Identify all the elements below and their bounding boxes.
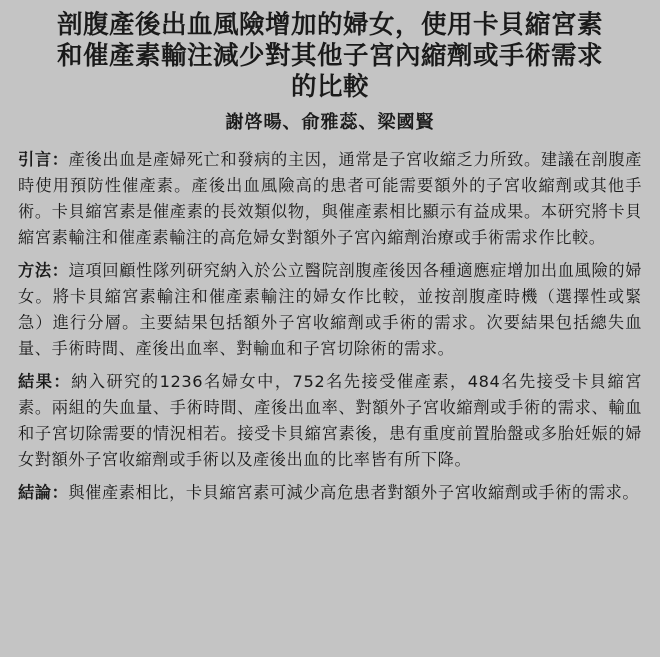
section-conclusion — [18, 480, 642, 506]
article-title — [18, 10, 642, 103]
section-text-methods: 這項回顧性隊列研究納入於公立醫院剖腹產後因各種適應症增加出血風險的婦女。將卡貝縮宮素輸注和催產素輸注的婦女作比較，並按剖腹產時機（選擇性或緊急）進行分層。主要結果包括額外子宮收縮劑或手術的需求。次要結果包括總失血量、手術時間、產後出血率、對輸血和子宮切除術的需求。 — [18, 261, 642, 358]
section-text-conclusion: 與催產素相比，卡貝縮宮素可減少高危患者對額外子宮收縮劑或手術的需求。 — [68, 483, 640, 502]
section-introduction — [18, 147, 642, 251]
section-label-results: 結果： — [18, 372, 72, 391]
title-line-3: 的比較 — [290, 72, 369, 102]
section-label-methods: 方法： — [18, 261, 69, 280]
title-line-1: 剖腹產後出血風險增加的婦女，使用卡貝縮宮素 — [56, 10, 603, 40]
author-list: 謝啓暘、俞雅蕊、梁國賢 — [225, 112, 435, 133]
section-text-results: 納入研究的1236名婦女中，752名先接受催產素，484名先接受卡貝縮宮素。兩組的失血量、手術時間、產後出血率、對額外子宮收縮劑或手術的需求、輸血和子宮切除需要的情況相若。接受卡貝縮宮素後，患有重度前置胎盤或多胎妊娠的婦女對額外子宮收縮劑或手術以及產後出血的比率皆有所下降。 — [18, 372, 642, 469]
section-label-introduction: 引言： — [18, 150, 69, 169]
section-text-introduction: 產後出血是產婦死亡和發病的主因，通常是子宮收縮乏力所致。建議在剖腹產時使用預防性催產素。產後出血風險高的患者可能需要額外的子宮收縮劑或其他手術。卡貝縮宮素是催產素的長效類似物，與催產素相比顯示有益成果。本研究將卡貝縮宮素輸注和催產素輸注的高危婦女對額外子宮內縮劑治療或手術需求作比較。 — [18, 150, 642, 247]
title-line-2: 和催產素輸注減少對其他子宮內縮劑或手術需求 — [56, 41, 603, 71]
section-label-conclusion: 結論： — [18, 483, 69, 502]
section-results — [18, 369, 642, 473]
section-methods — [18, 258, 642, 362]
